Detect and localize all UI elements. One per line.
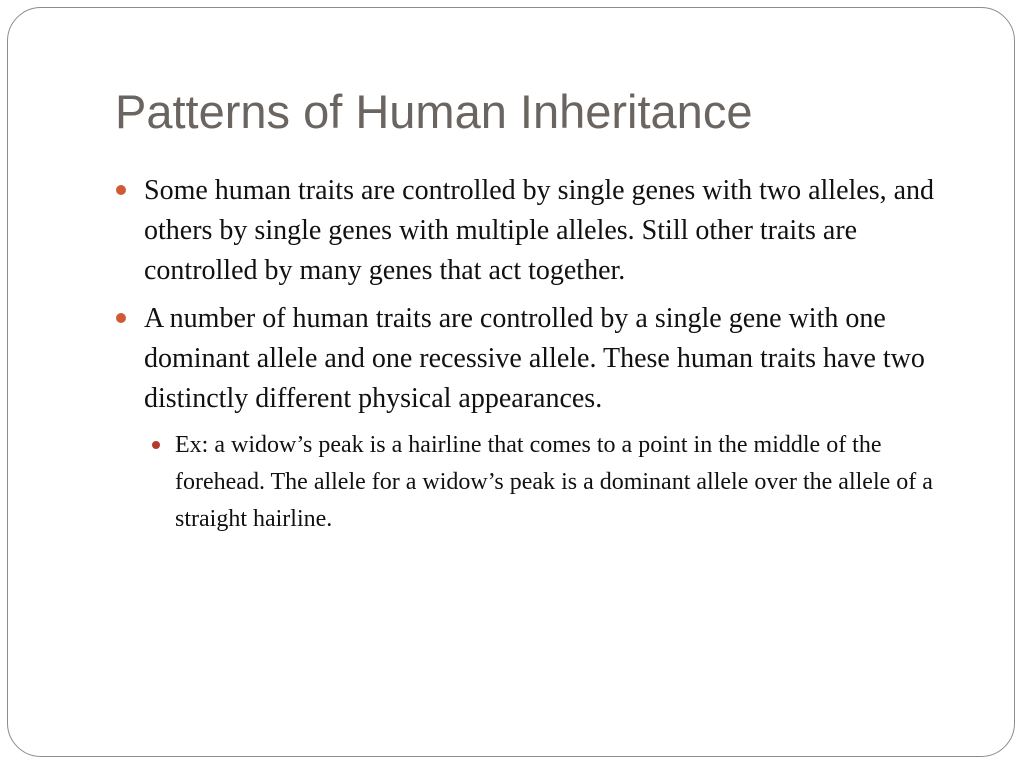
bullet-text: Some human traits are controlled by single genes with two alleles, and others by single genes with multiple alleles. Still other traits are controlled by many genes that act together. [144,175,935,286]
bullet-dot-icon [116,313,126,323]
bullet-item [114,299,964,419]
sub-bullet-text: Ex: a widow’s peak is a hairline that comes to a point in the middle of the forehead. The allele for a widow’s peak is a dominant allele over the allele of a straight hairline. [175,432,933,532]
slide-body [114,171,964,538]
sub-bullet-dot-icon [152,441,160,449]
slide [7,7,1015,757]
bullet-text: A number of human traits are controlled by a single gene with one dominant allele and one recessive allele. These human traits have two distinctly different physical appearances. [144,303,925,414]
bullet-item [114,171,964,291]
sub-bullet-item [144,427,964,538]
bullet-dot-icon [116,185,126,195]
slide-title: Patterns of Human Inheritance [115,85,753,138]
